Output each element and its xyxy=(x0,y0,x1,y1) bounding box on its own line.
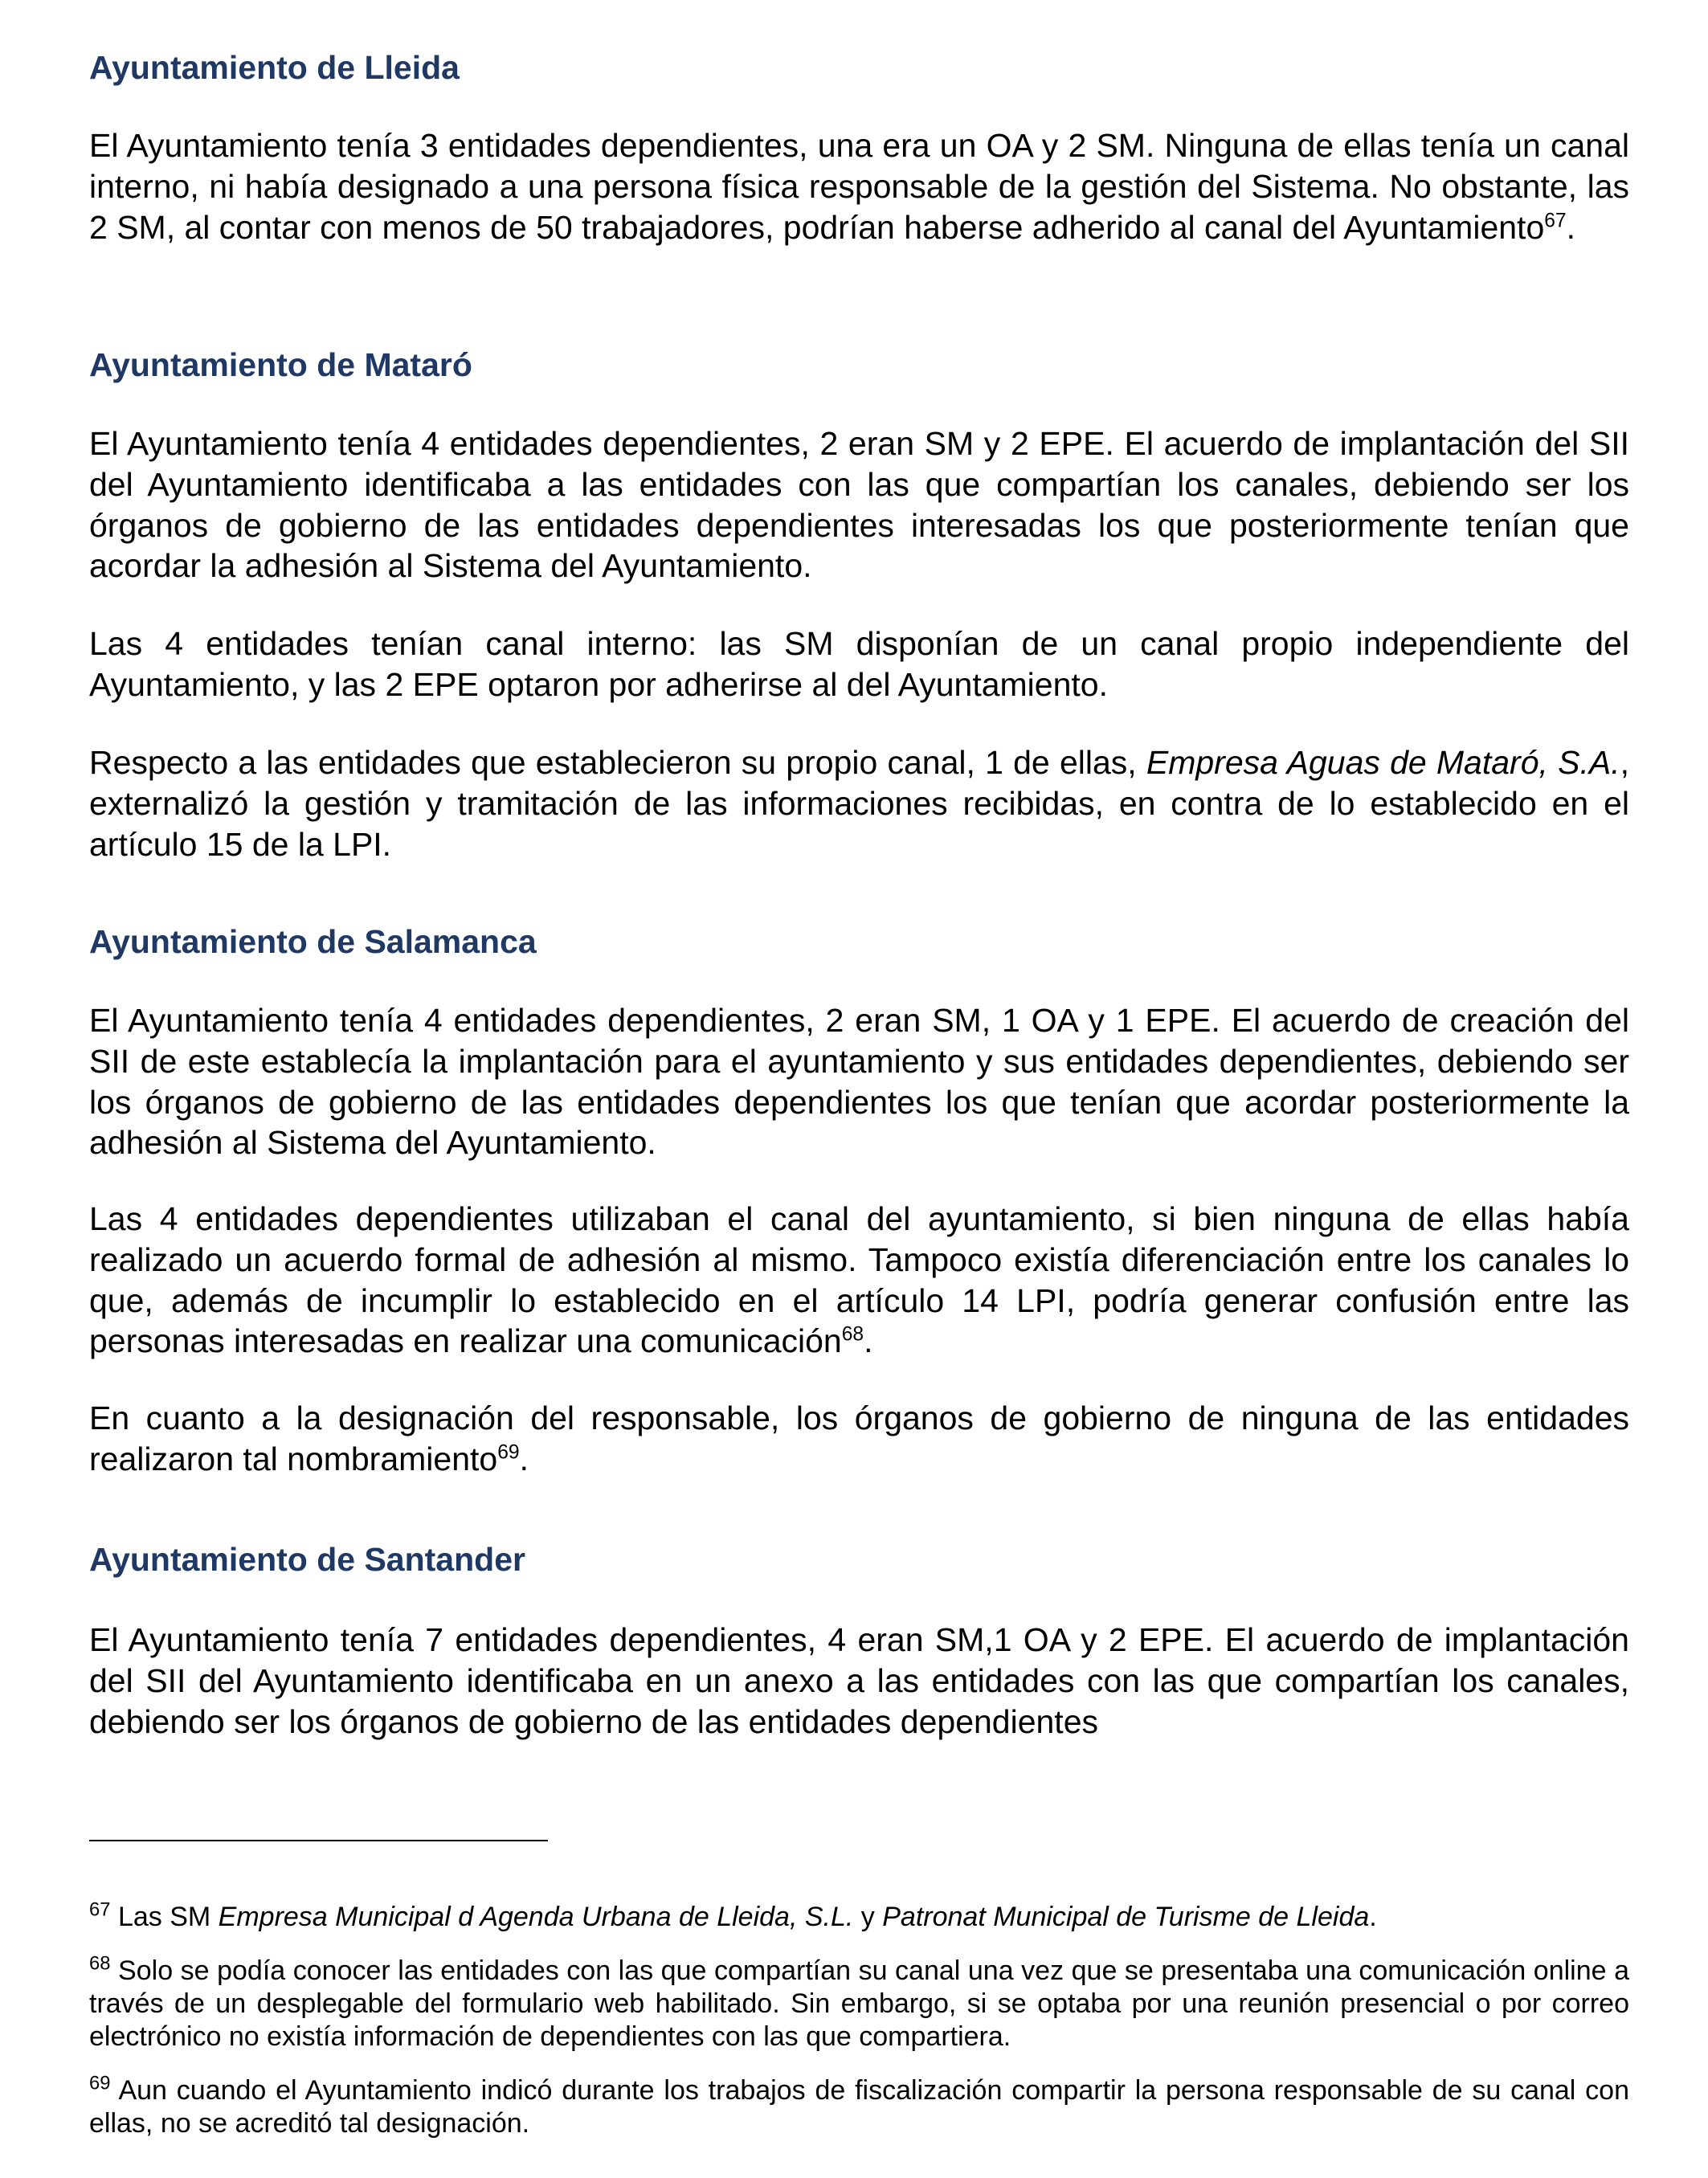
paragraph-santander-1: El Ayuntamiento tenía 7 entidades dependientes, 4 eran SM,1 OA y 2 EPE. El acuerdo de implantación del SII del Ayuntamiento identificaba en un anexo a las entidades con las que compartían los canales, debiendo ser los órganos de gobierno de las entidades dependientes xyxy=(89,1621,1629,1740)
paragraph-mataro-2: Las 4 entidades tenían canal interno: las SM disponían de un canal propio independiente del Ayuntamiento, y las 2 EPE optaron por adherirse al del Ayuntamiento. xyxy=(89,625,1629,703)
section-heading-santander: Ayuntamiento de Santander xyxy=(89,1541,525,1578)
footnote-ref-67[interactable]: 67 xyxy=(1544,209,1567,231)
footnote-number: 68 xyxy=(89,1952,111,1975)
footnote-68: $^{68}$ Solo se podía conocer las entidades con las que compartían su canal una vez que se presentaba una comunicación online a través de un desplegable del formulario web habilitado. Sin embargo, si se optaba por una reunión presencial o por correo electrónico no existía información de dependientes con las que compartiera. xyxy=(89,1952,1629,2052)
paragraph-salamanca-2: Las 4 entidades dependientes utilizaban el canal del ayuntamiento, si bien ninguna de ellas había realizado un acuerdo formal de adhesión al mismo. Tampoco existía diferenciación entre los canales lo que, además de incumplir lo establecido en el artículo 14 LPI, podría generar confusión entre las personas interesadas en realizar una comunicación$^{68}$. xyxy=(89,1200,1629,1360)
footnote-number: 69 xyxy=(89,2072,111,2094)
paragraph-salamanca-3: En cuanto a la designación del responsable, los órganos de gobierno de ninguna de las entidades realizaron tal nombramiento$^{69}$. xyxy=(89,1400,1629,1477)
section-heading-lleida: Ayuntamiento de Lleida xyxy=(89,49,460,86)
footnote-separator xyxy=(89,1840,548,1841)
footnote-ref-69[interactable]: 69 xyxy=(497,1441,520,1464)
footnote-ref-68[interactable]: 68 xyxy=(841,1323,864,1346)
section-heading-mataro: Ayuntamiento de Mataró xyxy=(89,346,472,383)
section-heading-salamanca: Ayuntamiento de Salamanca xyxy=(89,923,537,960)
paragraph-mataro-3: Respecto a las entidades que establecieron su propio canal, 1 de ellas, Empresa Aguas de Mataró, S.A., externalizó la gestión y tramitación de las informaciones recibidas, en contra de lo establecido en el artículo 15 de la LPI. xyxy=(89,744,1629,863)
footnote-number: 67 xyxy=(89,1898,111,1921)
paragraph-lleida-1: El Ayuntamiento tenía 3 entidades dependientes, una era un OA y 2 SM. Ninguna de ellas tenía un canal interno, ni había designado a una persona física responsable de la gestión del Sistema. No obstante, las 2 SM, al contar con menos de 50 trabajadores, podrían haberse adherido al canal del Ayuntamiento$^{67}$. xyxy=(89,127,1629,246)
footnote-67: $^{67}$ Las SM Empresa Municipal d Agenda Urbana de Lleida, S.L. y Patronat Municipal de Turisme de Lleida. xyxy=(89,1898,1377,1932)
paragraph-salamanca-1: El Ayuntamiento tenía 4 entidades dependientes, 2 eran SM, 1 OA y 1 EPE. El acuerdo de creación del SII de este establecía la implantación para el ayuntamiento y sus entidades dependientes, debiendo ser los órganos de gobierno de las entidades dependientes los que tenían que acordar posteriormente la adhesión al Sistema del Ayuntamiento. xyxy=(89,1002,1629,1162)
footnote-69: $^{69}$ Aun cuando el Ayuntamiento indicó durante los trabajos de fiscalización compartir la persona responsable de su canal con ellas, no se acreditó tal designación. xyxy=(89,2072,1629,2139)
company-name-italic: Empresa Aguas de Mataró, S.A. xyxy=(1146,744,1620,781)
paragraph-mataro-1: El Ayuntamiento tenía 4 entidades dependientes, 2 eran SM y 2 EPE. El acuerdo de implantación del SII del Ayuntamiento identificaba a las entidades con las que compartían los canales, debiendo ser los órganos de gobierno de las entidades dependientes interesadas los que posteriormente tenían que acordar la adhesión al Sistema del Ayuntamiento. xyxy=(89,425,1629,585)
